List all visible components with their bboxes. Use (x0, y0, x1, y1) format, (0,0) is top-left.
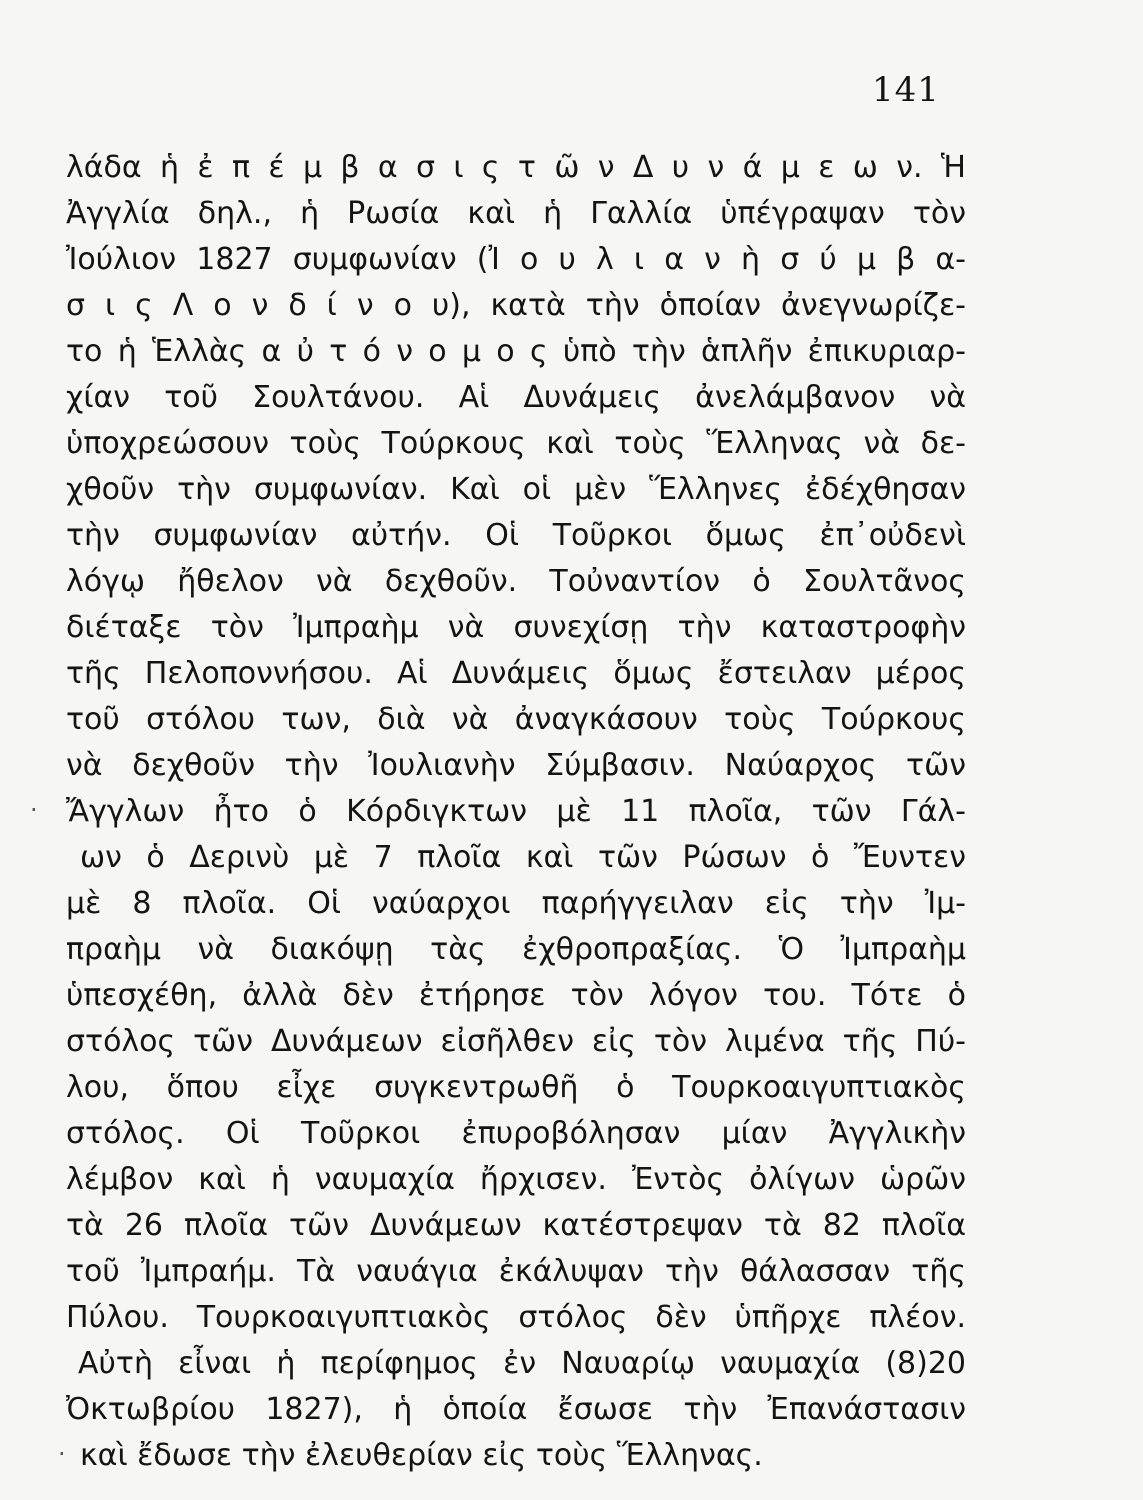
text-line: πραὴμ νὰ διακόψῃ τὰς ἐχθροπραξίας. Ὁ Ἰμπραὴμ (66, 932, 966, 967)
text-line: ὑποχρεώσουν τοὺς Τούρκους καὶ τοὺς Ἕλληνας νὰ δε- (66, 426, 966, 461)
text-line: μὲ 8 πλοῖα. Οἱ ναύαρχοι παρήγγειλαν εἰς τὴν Ἰμ- (66, 886, 966, 921)
text-line: σ ι ς Λ ο ν δ ί ν ο υ), κατὰ τὴν ὁποίαν ἀνεγνωρίζε- (66, 288, 966, 323)
text-line: ὑπεσχέθη, ἀλλὰ δὲν ἐτήρησε τὸν λόγον του. Τότε ὁ (66, 978, 966, 1013)
text-line: το ἡ Ἑλλὰς α ὐ τ ό ν ο μ ο ς ὑπὸ τὴν ἁπλῆν ἐπικυριαρ- (66, 334, 966, 369)
text-line: λάδα ἡ ἐ π έ μ β α σ ι ς τ ῶ ν Δ υ ν ά μ ε ω ν. Ἡ (66, 150, 966, 185)
text-line: χίαν τοῦ Σουλτάνου. Αἱ Δυνάμεις ἀνελάμβανον νὰ (66, 380, 966, 415)
text-line: τὰ 26 πλοῖα τῶν Δυνάμεων κατέστρεψαν τὰ 82 πλοῖα (66, 1208, 966, 1243)
page-number: 141 (872, 70, 940, 110)
text-line: τῆς Πελοποννήσου. Αἱ Δυνάμεις ὅμως ἔστειλαν μέρος (66, 656, 966, 691)
margin-dot-mark: · (30, 796, 38, 824)
text-line: στόλος τῶν Δυνάμεων εἰσῆλθεν εἰς τὸν λιμένα τῆς Πύ- (66, 1024, 966, 1059)
text-line: Πύλου. Τουρκοαιγυπτιακὸς στόλος δὲν ὑπῆρχε πλέον. (66, 1300, 966, 1335)
text-line: λου, ὅπου εἶχε συγκεντρωθῆ ὁ Τουρκοαιγυπτιακὸς (66, 1070, 966, 1105)
text-line: χθοῦν τὴν συμφωνίαν. Καὶ οἱ μὲν Ἕλληνες ἐδέχθησαν (66, 472, 966, 507)
text-line: τοῦ Ἰμπραήμ. Τὰ ναυάγια ἐκάλυψαν τὴν θάλασσαν τῆς (66, 1254, 966, 1289)
text-line: ων ὁ Δερινὺ μὲ 7 πλοῖα καὶ τῶν Ρώσων ὁ Ἔυντεν (80, 840, 966, 875)
text-line: λόγῳ ἤθελον νὰ δεχθοῦν. Τοὐναντίον ὁ Σουλτᾶνος (66, 564, 966, 599)
text-line: στόλος. Οἱ Τοῦρκοι ἐπυροβόλησαν μίαν Ἀγγλικὴν (66, 1116, 966, 1151)
text-line: Ἰούλιον 1827 συμφωνίαν (Ἰ ο υ λ ι α ν ὴ σ ύ μ β α- (66, 242, 966, 277)
text-line: νὰ δεχθοῦν τὴν Ἰουλιανὴν Σύμβασιν. Ναύαρχος τῶν (66, 748, 966, 783)
text-line: καὶ ἔδωσε τὴν ἐλευθερίαν εἰς τοὺς Ἕλληνας. (80, 1438, 763, 1473)
text-line: Ὀκτωβρίου 1827), ἡ ὁποία ἔσωσε τὴν Ἐπανάστασιν (66, 1392, 966, 1427)
text-line: τοῦ στόλου των, διὰ νὰ ἀναγκάσουν τοὺς Τούρκους (66, 702, 966, 737)
text-line: Ἀγγλία δηλ., ἡ Ρωσία καὶ ἡ Γαλλία ὑπέγραψαν τὸν (66, 196, 966, 231)
text-line: διέταξε τὸν Ἰμπραὴμ νὰ συνεχίσῃ τὴν καταστροφὴν (66, 610, 966, 645)
text-line: Αὐτὴ εἶναι ἡ περίφημος ἐν Ναυαρίῳ ναυμαχία (8)20 (78, 1346, 966, 1381)
text-line: Ἄγγλων ἦτο ὁ Κόρδιγκτων μὲ 11 πλοῖα, τῶν Γάλ- (66, 794, 966, 829)
text-line: λέμβον καὶ ἡ ναυμαχία ἤρχισεν. Ἐντὸς ὀλίγων ὡρῶν (66, 1162, 966, 1197)
margin-dot-mark: · (58, 1440, 66, 1468)
text-line: τὴν συμφωνίαν αὐτήν. Οἱ Τοῦρκοι ὅμως ἐπ᾿οὐδενὶ (66, 518, 966, 553)
